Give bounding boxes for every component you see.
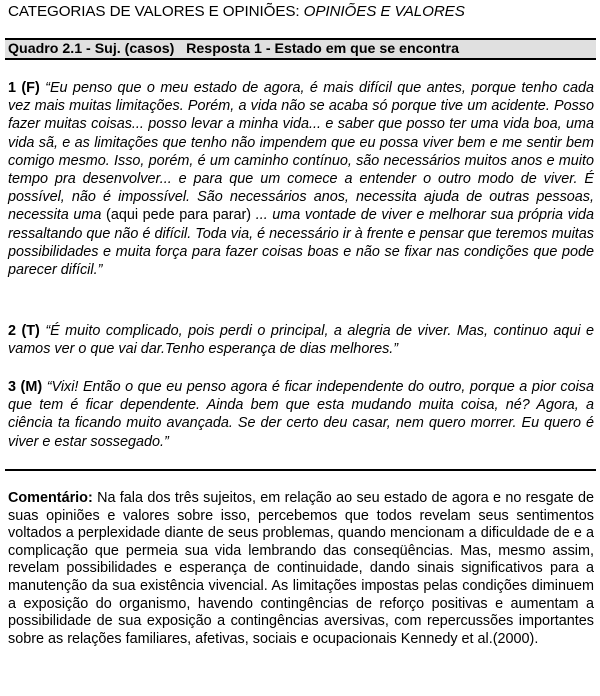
quote-subject-2 (8, 322, 594, 358)
subject-label: 2 (T) (8, 323, 46, 339)
interviewer-note: (aqui pede para parar) (106, 207, 252, 224)
speech-text: “Eu penso que o meu estado de agora, é mais difícil que antes, porque tenho cada vez mais muitas limitações. Porém, a vida não se acaba só porque tive um acidente. Posso fazer muitas coisas... posso levar a minha vida... e saber que posso ter uma vida boa, uma vida sã, e as limitações que tenho não impendem que eu possa viver bem e me sentir bem comigo mesmo. Isso, porém, é um caminho contínuo, são necessários muitos anos e muito tempo pra desenvolver... e para que um comece a entender o outro modo de viver. É possível, não é impossível. São necessários anos, necessita ajuda de outras pessoas, necessita uma (8, 80, 595, 224)
comment-paragraph (8, 490, 594, 648)
section-divider (5, 469, 596, 471)
speech-text: “Vixi! Então o que eu penso agora é ficar independente do outro, porque a pior coisa que tem é ficar dependente. Ainda bem que esta mudando muita coisa, né? Agora, a ciência ta ficando muito avançada. Se der certo deu casar, nem quero morrer. Eu quero é viver e estar sossegado.” (8, 379, 594, 450)
title-main: CATEGORIAS DE VALORES E OPINIÕES: (8, 3, 304, 20)
quadro-header: Quadro 2.1 - Suj. (casos) Resposta 1 - Estado em que se encontra (5, 38, 596, 60)
quote-subject-3 (8, 378, 594, 451)
page-title (8, 3, 465, 21)
speech-text: “É muito complicado, pois perdi o principal, a alegria de viver. Mas, continuo aqui e vamos ver o que vai dar.Tenho esperança de dias melhores.” (8, 323, 595, 358)
quote-subject-1 (8, 79, 594, 279)
title-subtitle: OPINIÕES E VALORES (303, 3, 465, 20)
comment-label: Comentário: (8, 490, 93, 506)
subject-label: 1 (F) (8, 80, 46, 96)
speech-text-continued: ... uma vontade de viver e melhorar sua própria vida ressaltando que não é difícil. Toda via, é necessário ir à frente e pensar que teremos muitas possibilidades e muita força para fazer coisas boas e não se fixar nas condições que pode parecer difícil.” (8, 207, 594, 279)
comment-text: Na fala dos três sujeitos, em relação ao seu estado de agora e no resgate de suas opiniões e valores sobre isso, percebemos que todos revelam seus sentimentos voltados a perplexidade diante de seus problemas, quando mencionam a dificuldade de e a complicação que permeia sua vida lembrando das conseqüências. Mas, mesmo assim, revelam possibilidades e esperança de continuidade, dando sinais significativos para a manutenção da sua existência vivencial. As limitações impostas pelas condições diminuem a exposição do organismo, havendo contingências de reforço positivas e aumentam a possibilidade de sua exposição a contingências aversivas, com repercussões importantes sobre as relações familiares, afetivas, sociais e ocupacionais Kennedy et al.(2000). (8, 490, 594, 647)
subject-label: 3 (M) (8, 379, 47, 395)
